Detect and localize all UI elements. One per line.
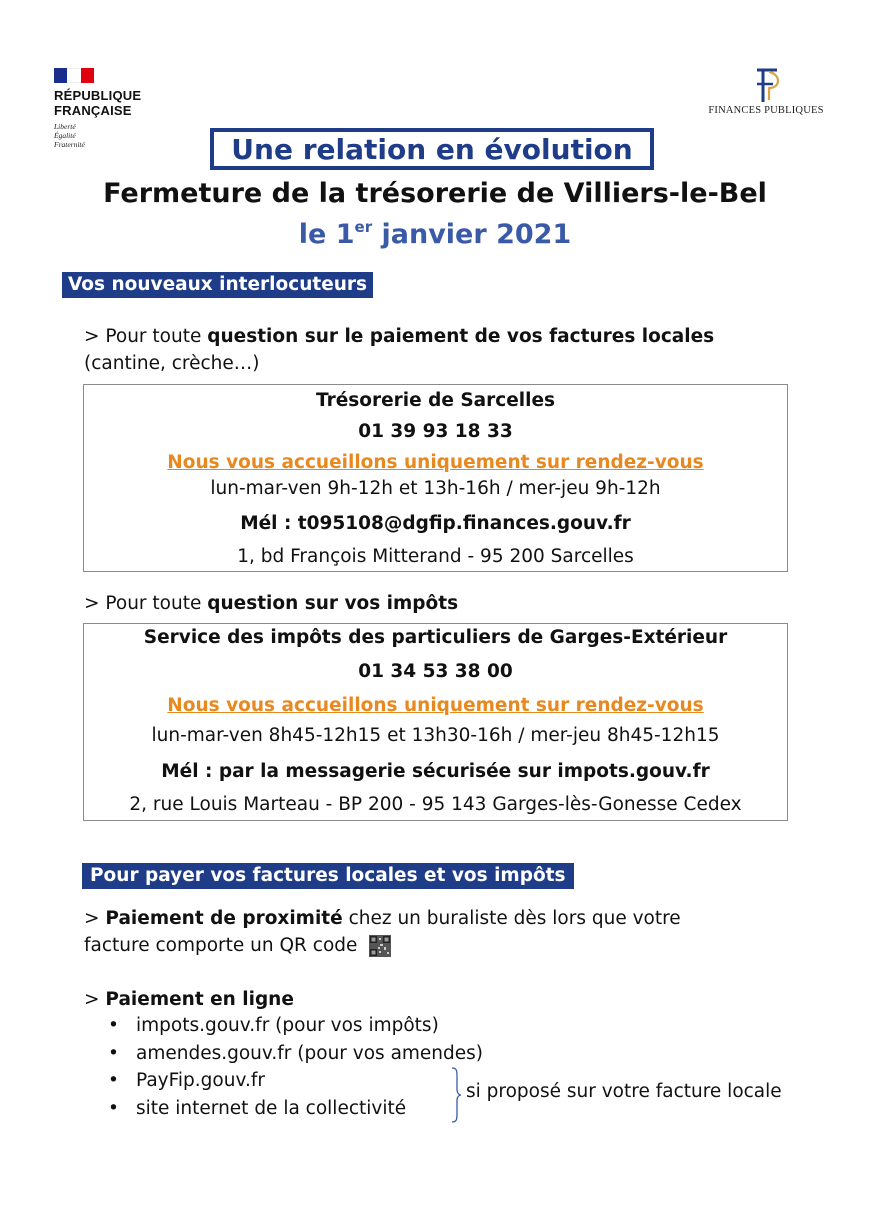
q1-prefix: > Pour toute [84, 326, 208, 347]
list-item: • site internet de la collectivité [108, 1095, 483, 1123]
online-bold: Paiement en ligne [105, 989, 294, 1010]
republic-motto: Liberté Égalité Fraternité [54, 122, 85, 149]
payment-online-heading [84, 986, 294, 1013]
box1-appointment: Nous vous accueillons uniquement sur rendez-vous [167, 452, 704, 473]
box1-hours: lun-mar-ven 9h-12h et 13h-16h / mer-jeu 9h-12h [210, 478, 661, 499]
box1-name: Trésorerie de Sarcelles [315, 390, 556, 411]
prox-prefix: > [84, 908, 106, 929]
brace-icon [450, 1067, 462, 1123]
box1-phone: 01 39 93 18 33 [358, 421, 513, 442]
box2-appointment: Nous vous accueillons uniquement sur rendez-vous [167, 695, 704, 716]
section-header-interlocutors: Vos nouveaux interlocuteurs [62, 272, 373, 298]
box1-email: Mél : t095108@dgfip.finances.gouv.fr [240, 513, 631, 534]
brace-note: si proposé sur votre facture locale [466, 1081, 782, 1102]
prox-rest: chez un buraliste dès lors que votre [342, 908, 681, 929]
list-item: • PayFip.gouv.fr [108, 1067, 483, 1095]
finances-publiques-text: FINANCES PUBLIQUES [708, 105, 824, 116]
flag-icon [54, 68, 94, 83]
date-suffix: janvier 2021 [372, 219, 572, 250]
list-item: • amendes.gouv.fr (pour vos amendes) [108, 1040, 483, 1068]
box2-hours: lun-mar-ven 8h45-12h15 et 13h30-16h / mer-jeu 8h45-12h15 [151, 725, 720, 746]
question-factures [84, 323, 714, 377]
list-item: • impots.gouv.fr (pour vos impôts) [108, 1012, 483, 1040]
box1-address: 1, bd François Mitterand - 95 200 Sarcelles [237, 546, 634, 567]
section-header-payment: Pour payer vos factures locales et vos impôts [82, 863, 574, 889]
prox-bold: Paiement de proximité [105, 908, 343, 929]
online-prefix: > [84, 989, 106, 1010]
finances-publiques-mark-icon [749, 66, 783, 104]
date-title [0, 218, 870, 250]
q1-bold: question sur le paiement de vos factures locales [207, 326, 715, 347]
q1-suffix: (cantine, crèche…) [84, 353, 260, 374]
online-payment-list [108, 1012, 483, 1122]
republique-francaise-logo [54, 68, 174, 149]
boxed-title-text: Une relation en évolution [231, 132, 633, 166]
main-title: Fermeture de la trésorerie de Villiers-le-Bel [103, 178, 767, 209]
box2-name: Service des impôts des particuliers de Garges-Extérieur [143, 627, 728, 648]
contact-box-tresorerie [83, 384, 788, 572]
date-prefix: le 1 [298, 219, 355, 250]
box2-email: Mél : par la messagerie sécurisée sur impots.gouv.fr [161, 761, 710, 782]
box2-phone: 01 34 53 38 00 [358, 661, 513, 682]
box2-address: 2, rue Louis Marteau - BP 200 - 95 143 Garges-lès-Gonesse Cedex [129, 794, 742, 815]
boxed-title [210, 128, 654, 170]
q2-prefix: > Pour toute [84, 593, 208, 614]
date-sup: er [354, 218, 373, 236]
prox-line2: facture comporte un QR code [84, 935, 358, 956]
qr-code-icon [369, 935, 391, 957]
question-impots [84, 590, 458, 617]
q2-bold: question sur vos impôts [207, 593, 459, 614]
contact-box-sip [83, 623, 788, 821]
payment-proximity [84, 905, 681, 959]
republic-name: RÉPUBLIQUE FRANÇAISE [54, 88, 142, 118]
finances-publiques-logo [706, 66, 826, 116]
